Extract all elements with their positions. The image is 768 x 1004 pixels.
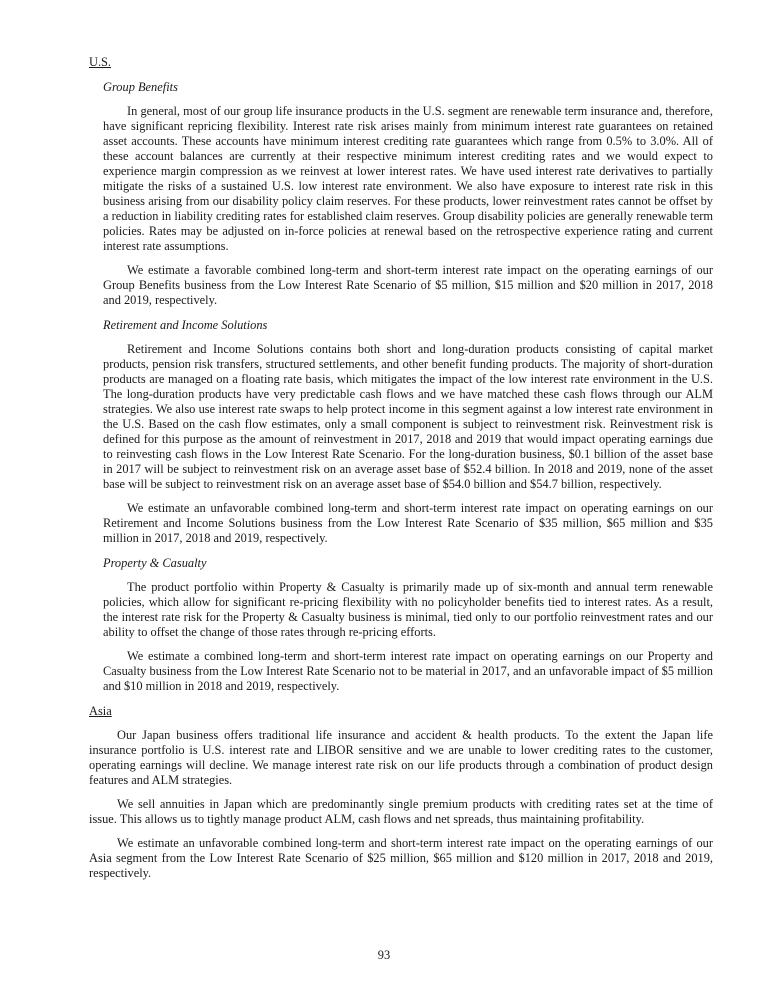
subsection-group-benefits	[103, 80, 713, 308]
subsection-retirement-income-solutions	[103, 318, 713, 546]
page-number: 93	[377, 948, 391, 962]
paragraph: We sell annuities in Japan which are predominantly single premium products with crediting rates set at the time of issue. This allows us to tightly manage product ALM, cash flows and net spreads, thus maintaining profitability.	[89, 797, 713, 826]
paragraph: We estimate a combined long-term and short-term interest rate impact on operating earnings on our Property and Casualty business from the Low Interest Rate Scenario not to be material in 2017, and an unfavorable impact of $5 million and $10 million in 2018 and 2019, respectively.	[103, 649, 713, 693]
subsection-heading-property-casualty: Property & Casualty	[103, 556, 207, 570]
section-us	[89, 55, 713, 694]
section-heading-asia: Asia	[89, 704, 112, 718]
paragraph: Retirement and Income Solutions contains both short and long-duration products consisting of capital market products, pension risk transfers, structured settlements, and other benefit funding products. The majority of short-duration products are managed on a floating rate basis, which mitigates the impact of the low interest rate environment in the U.S. The long-duration products have very predictable cash flows and we have matched these cash flows through our ALM strategies. We also use interest rate swaps to help protect income in this segment against a low interest rate environment in the U.S. Based on the cash flow estimates, only a small component is subject to reinvestment risk. Reinvestment risk is defined for this purpose as the amount of reinvestment in 2017, 2018 and 2019 that would impact operating earnings due to reinvesting cash flows in the Low Interest Rate Scenario. For the long-duration business, $0.1 billion of the asset base in 2017 will be subject to reinvestment risk on an average asset base of $52.4 billion. In 2018 and 2019, none of the asset base will be subject to reinvestment risk on an average asset base of $54.0 billion and $54.7 billion, respectively.	[103, 342, 713, 491]
paragraph: Our Japan business offers traditional life insurance and accident & health products. To the extent the Japan life insurance portfolio is U.S. interest rate and LIBOR sensitive and we are unable to lower crediting rates to the customer, operating earnings will decline. We manage interest rate risk on our life products through a combination of product design features and ALM strategies.	[89, 728, 713, 787]
subsection-heading-retirement-income-solutions: Retirement and Income Solutions	[103, 318, 268, 332]
section-asia	[89, 704, 713, 881]
subsection-heading-group-benefits: Group Benefits	[103, 80, 178, 94]
section-heading-us: U.S.	[89, 55, 112, 69]
paragraph: We estimate a favorable combined long-term and short-term interest rate impact on the operating earnings of our Group Benefits business from the Low Interest Rate Scenario of $5 million, $15 million and $20 million in 2017, 2018 and 2019, respectively.	[103, 263, 713, 307]
paragraph: In general, most of our group life insurance products in the U.S. segment are renewable term insurance and, therefore, have significant repricing flexibility. Interest rate risk arises mainly from minimum interest rate guarantees on retained asset accounts. These accounts have minimum interest crediting rate guarantees which range from 0.5% to 3.0%. All of these account balances are currently at their respective minimum interest crediting rates and we would expect to experience margin compression as we reinvest at lower interest rates. We have used interest rate derivatives to partially mitigate the risks of a sustained U.S. low interest rate environment. We also have exposure to interest rate risk in this business arising from our disability policy claim reserves. For these products, lower reinvestment rates cannot be offset by a reduction in liability crediting rates for established claim reserves. Group disability policies are generally renewable term policies. Rates may be adjusted on in-force policies at renewal based on the retrospective experience rating and current interest rate assumptions.	[103, 104, 713, 253]
paragraph: We estimate an unfavorable combined long-term and short-term interest rate impact on the operating earnings of our Asia segment from the Low Interest Rate Scenario of $25 million, $65 million and $120 million in 2017, 2018 and 2019, respectively.	[89, 836, 713, 880]
subsection-property-casualty	[103, 556, 713, 694]
paragraph: The product portfolio within Property & Casualty is primarily made up of six-month and annual term renewable policies, which allow for significant re-pricing flexibility with no policyholder benefits tied to interest rates. As a result, the interest rate risk for the Property & Casualty business is minimal, tied only to our portfolio reinvestment rates and our ability to offset the change of those rates through re-pricing efforts.	[103, 580, 713, 639]
paragraph: We estimate an unfavorable combined long-term and short-term interest rate impact on operating earnings on our Retirement and Income Solutions business from the Low Interest Rate Scenario of $35 million, $65 million and $35 million in 2017, 2018 and 2019, respectively.	[103, 501, 713, 545]
